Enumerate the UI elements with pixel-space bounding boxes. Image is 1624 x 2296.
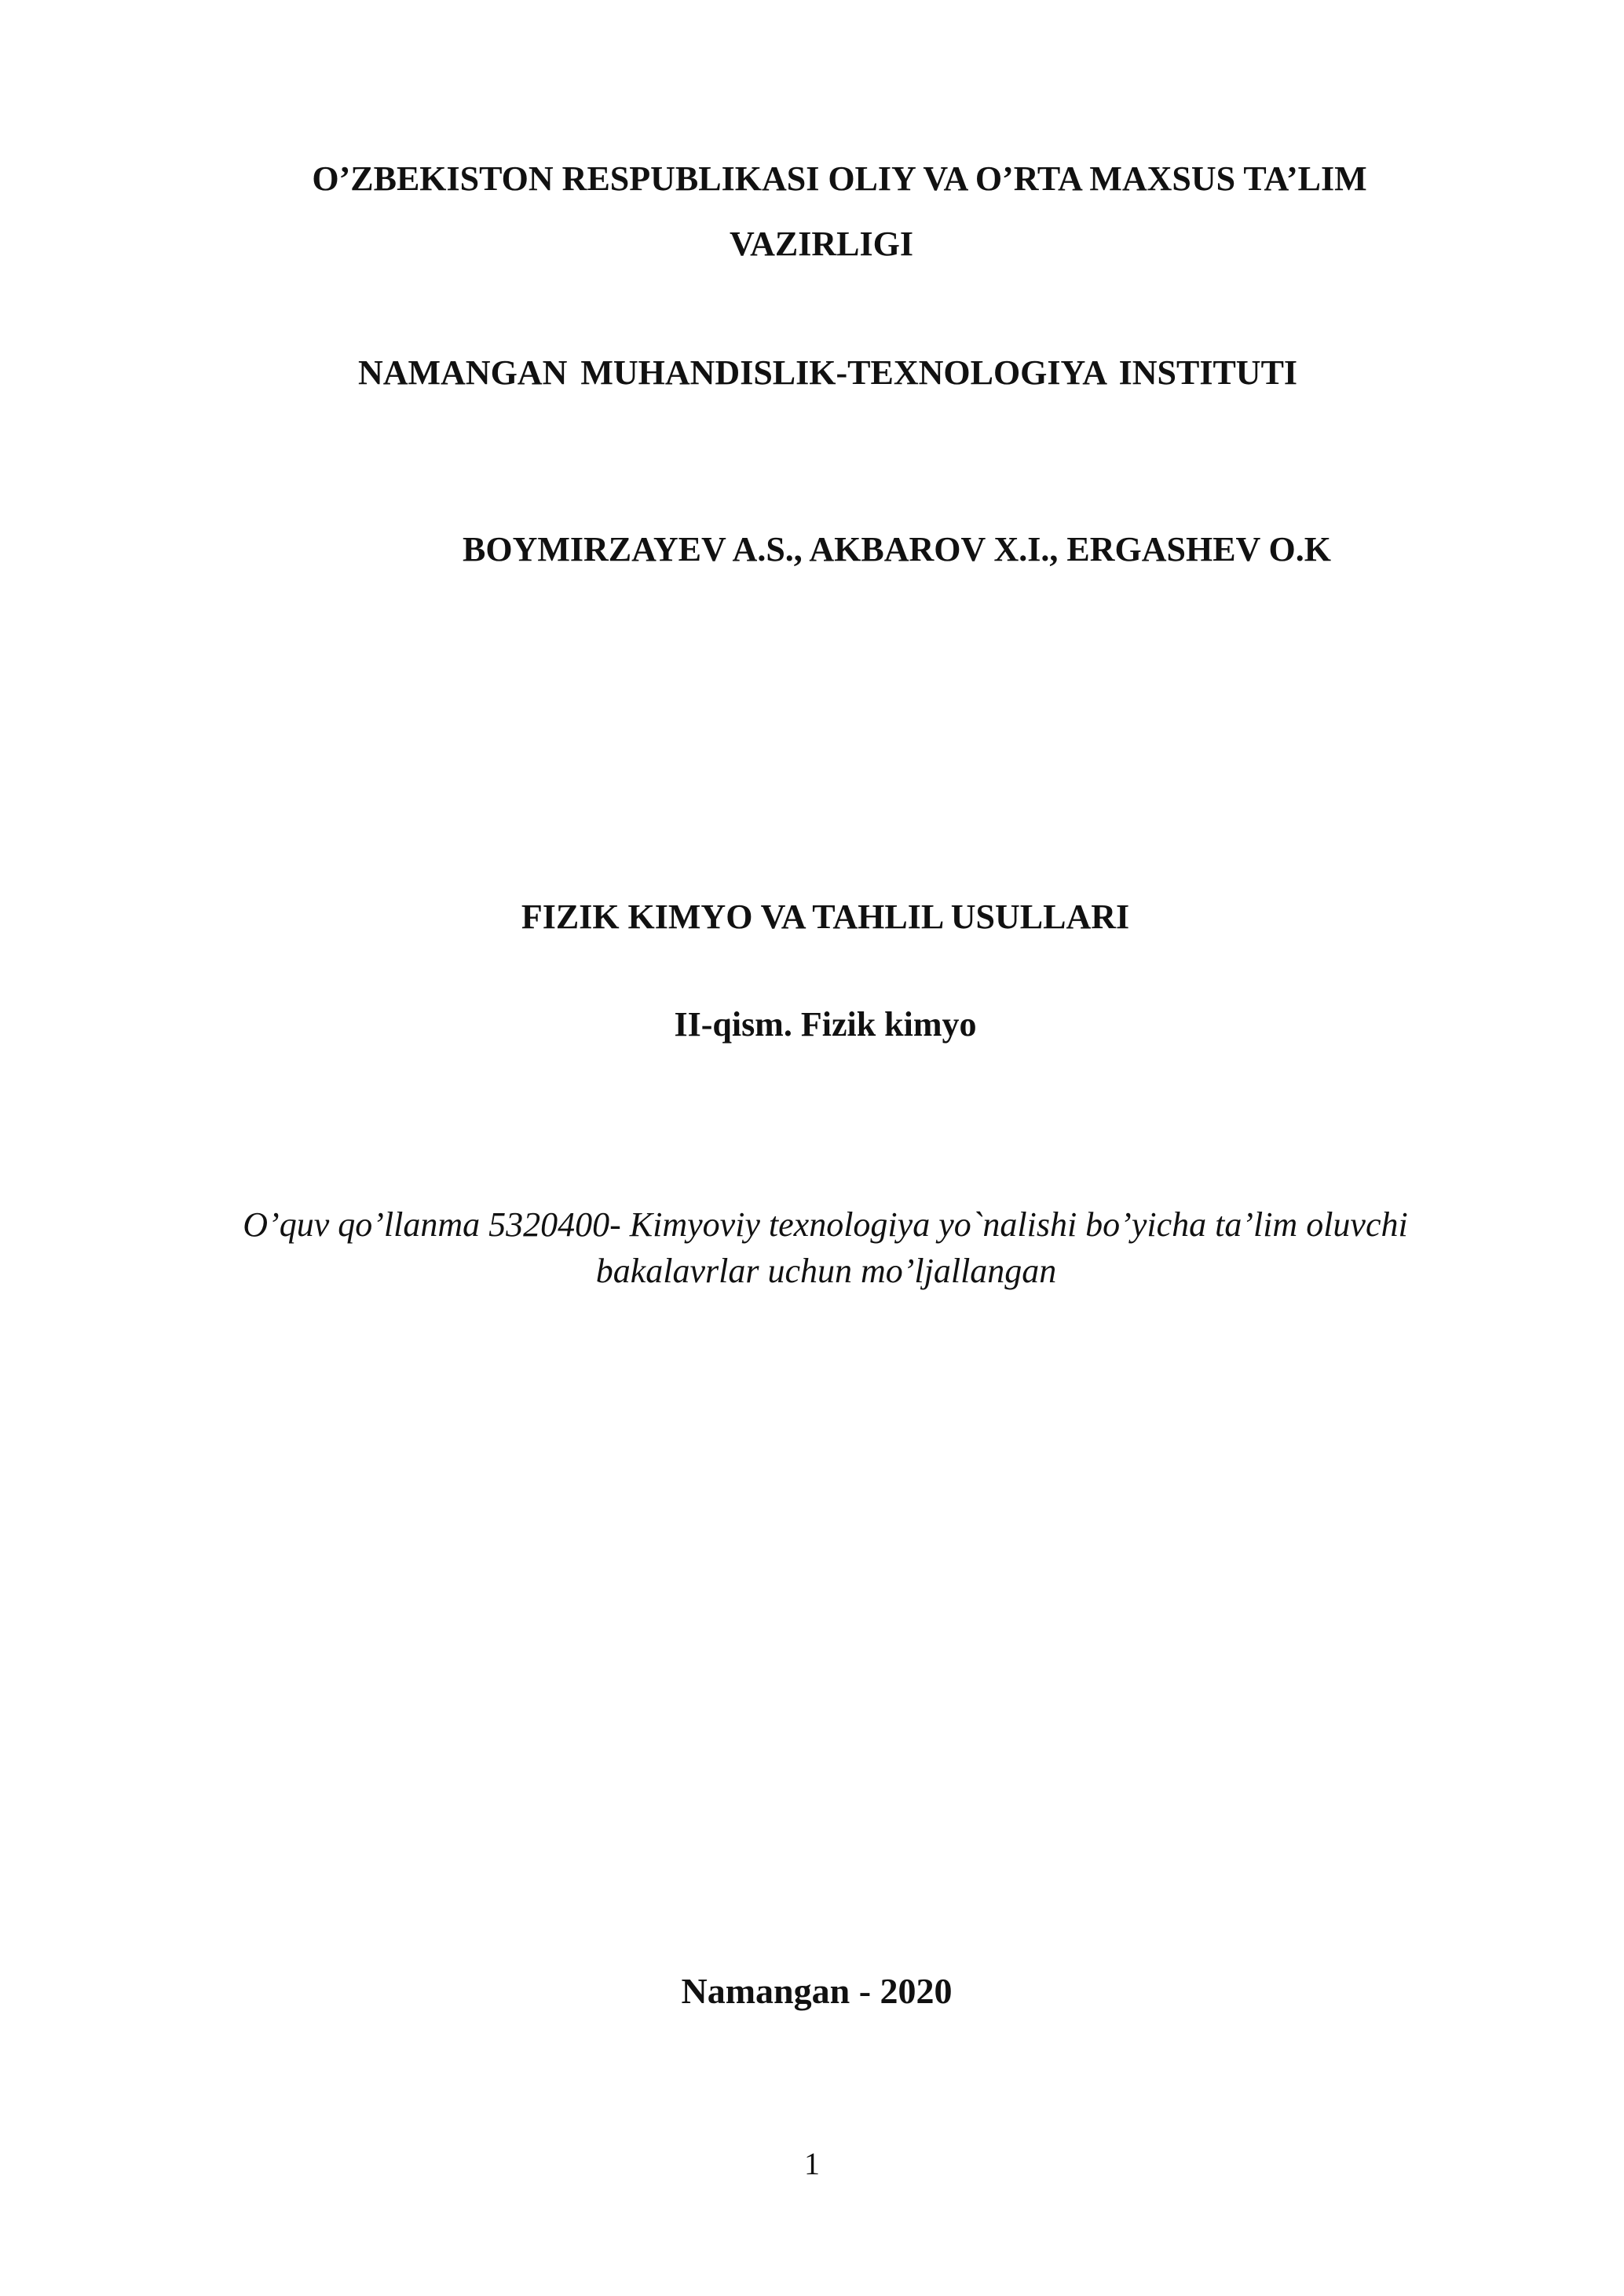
- part-title: II-qism. Fizik kimyo: [674, 1005, 977, 1044]
- book-title: FIZIK KIMYO VA TAHLIL USULLARI: [521, 898, 1130, 936]
- authors: BOYMIRZAYEV A.S., AKBAROV X.I., ERGASHEV O.K: [463, 530, 1331, 569]
- ministry-line-1: O’ZBEKISTON RESPUBLIKASI OLIY VA O’RTA MAXSUS TA’LIM: [312, 159, 1367, 198]
- ministry-line-2: VAZIRLIGI: [730, 225, 913, 263]
- purpose-line-1: O’quv qo’llanma 5320400- Kimyoviy texnologiya yo`nalishi bo’yicha ta’lim oluvchi: [243, 1205, 1408, 1244]
- purpose-line-2: bakalavrlar uchun mo’ljallangan: [595, 1252, 1057, 1290]
- city-year: Namangan - 2020: [681, 1971, 953, 2011]
- page-number: 1: [804, 2146, 820, 2181]
- institute-name: NAMANGAN MUHANDISLIK-TEXNOLOGIYA INSTITUTI: [357, 353, 1298, 392]
